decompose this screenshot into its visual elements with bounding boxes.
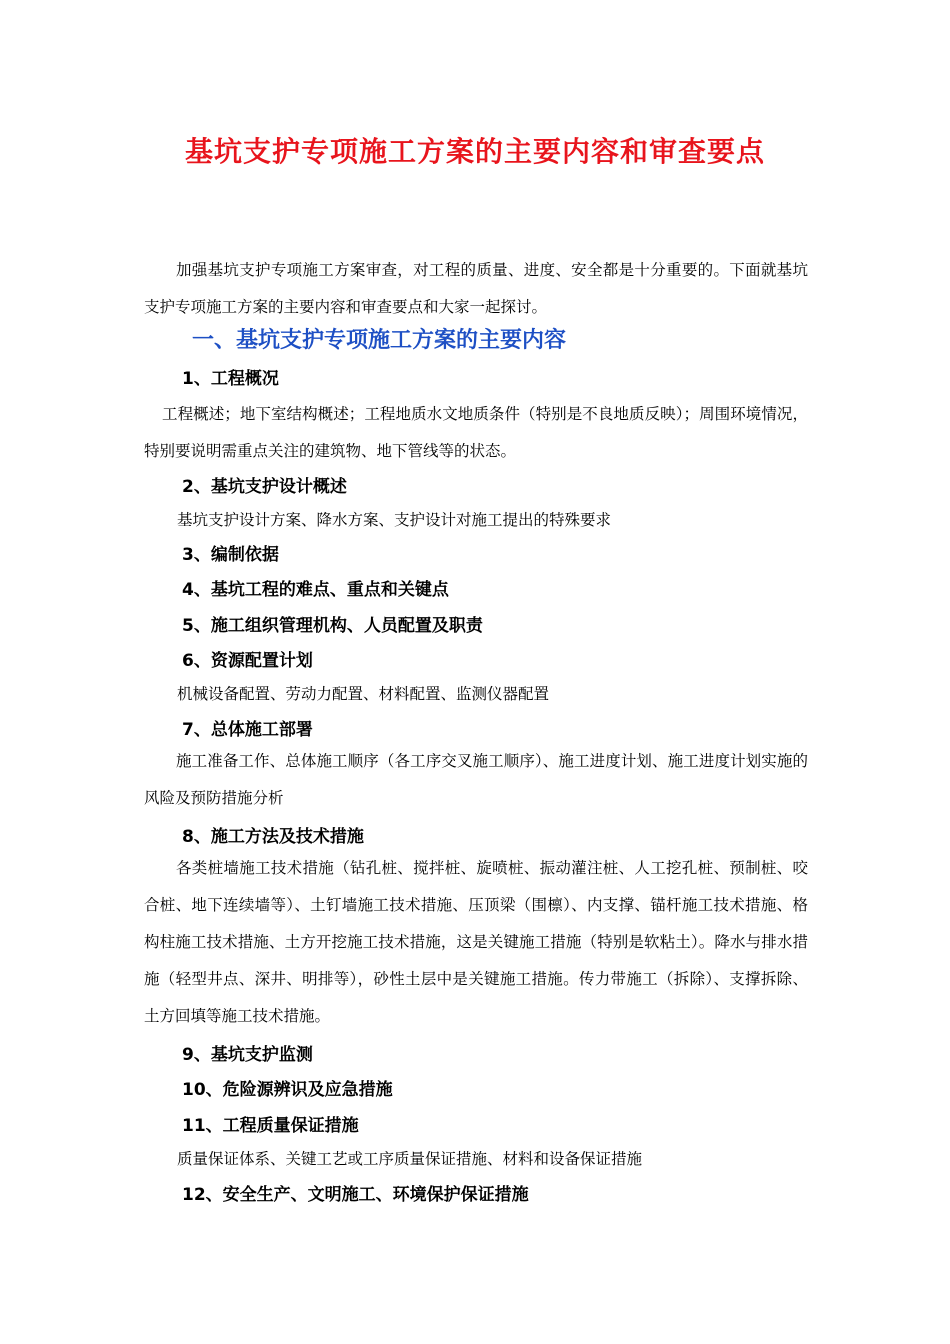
item-body-7: 施工准备工作、总体施工顺序（各工序交叉施工顺序）、施工进度计划、施工进度计划实施的风险及预防措施分析 [144,752,808,807]
item-heading-2: 2、基坑支护设计概述 [182,477,347,497]
item-heading-6: 6、资源配置计划 [182,651,313,671]
item-heading-3: 3、编制依据 [182,545,279,565]
document-title: 基坑支护专项施工方案的主要内容和审查要点 [184,135,765,168]
item-heading-1: 1、工程概况 [182,369,279,389]
item-heading-5: 5、施工组织管理机构、人员配置及职责 [182,616,483,636]
item-heading-9: 9、基坑支护监测 [182,1045,313,1065]
item-heading-12: 12、安全生产、文明施工、环境保护保证措施 [182,1185,529,1205]
item-heading-4: 4、基坑工程的难点、重点和关键点 [182,580,449,600]
item-body-2: 基坑支护设计方案、降水方案、支护设计对施工提出的特殊要求 [177,511,612,529]
item-heading-11: 11、工程质量保证措施 [182,1116,359,1136]
intro-paragraph: 加强基坑支护专项施工方案审查，对工程的质量、进度、安全都是十分重要的。下面就基坑支护专项施工方案的主要内容和审查要点和大家一起探讨。 [144,261,808,316]
item-heading-10: 10、危险源辨识及应急措施 [182,1080,393,1100]
item-heading-8: 8、施工方法及技术措施 [182,827,364,847]
item-body-1: 工程概述；地下室结构概述；工程地质水文地质条件（特别是不良地质反映）；周围环境情况，特别要说明需重点关注的建筑物、地下管线等的状态。 [144,405,808,460]
item-heading-7: 7、总体施工部署 [182,720,313,740]
item-body-11: 质量保证体系、关键工艺或工序质量保证措施、材料和设备保证措施 [177,1150,643,1168]
item-body-8: 各类桩墙施工技术措施（钻孔桩、搅拌桩、旋喷桩、振动灌注桩、人工挖孔桩、预制桩、咬合桩、地下连续墙等）、土钉墙施工技术措施、压顶梁（围檩）、内支撑、锚杆施工技术措施、格构柱施工技术措施、土方开挖施工技术措施，这是关键施工措施（特别是软粘土）。降水与排水措施（轻型井点、深井、明排等），砂性土层中是关键施工措施。传力带施工（拆除）、支撑拆除、土方回填等施工技术措施。 [144,859,808,1025]
item-body-6: 机械设备配置、劳动力配置、材料配置、监测仪器配置 [177,685,550,703]
section-heading-1: 一、基坑支护专项施工方案的主要内容 [192,328,567,353]
